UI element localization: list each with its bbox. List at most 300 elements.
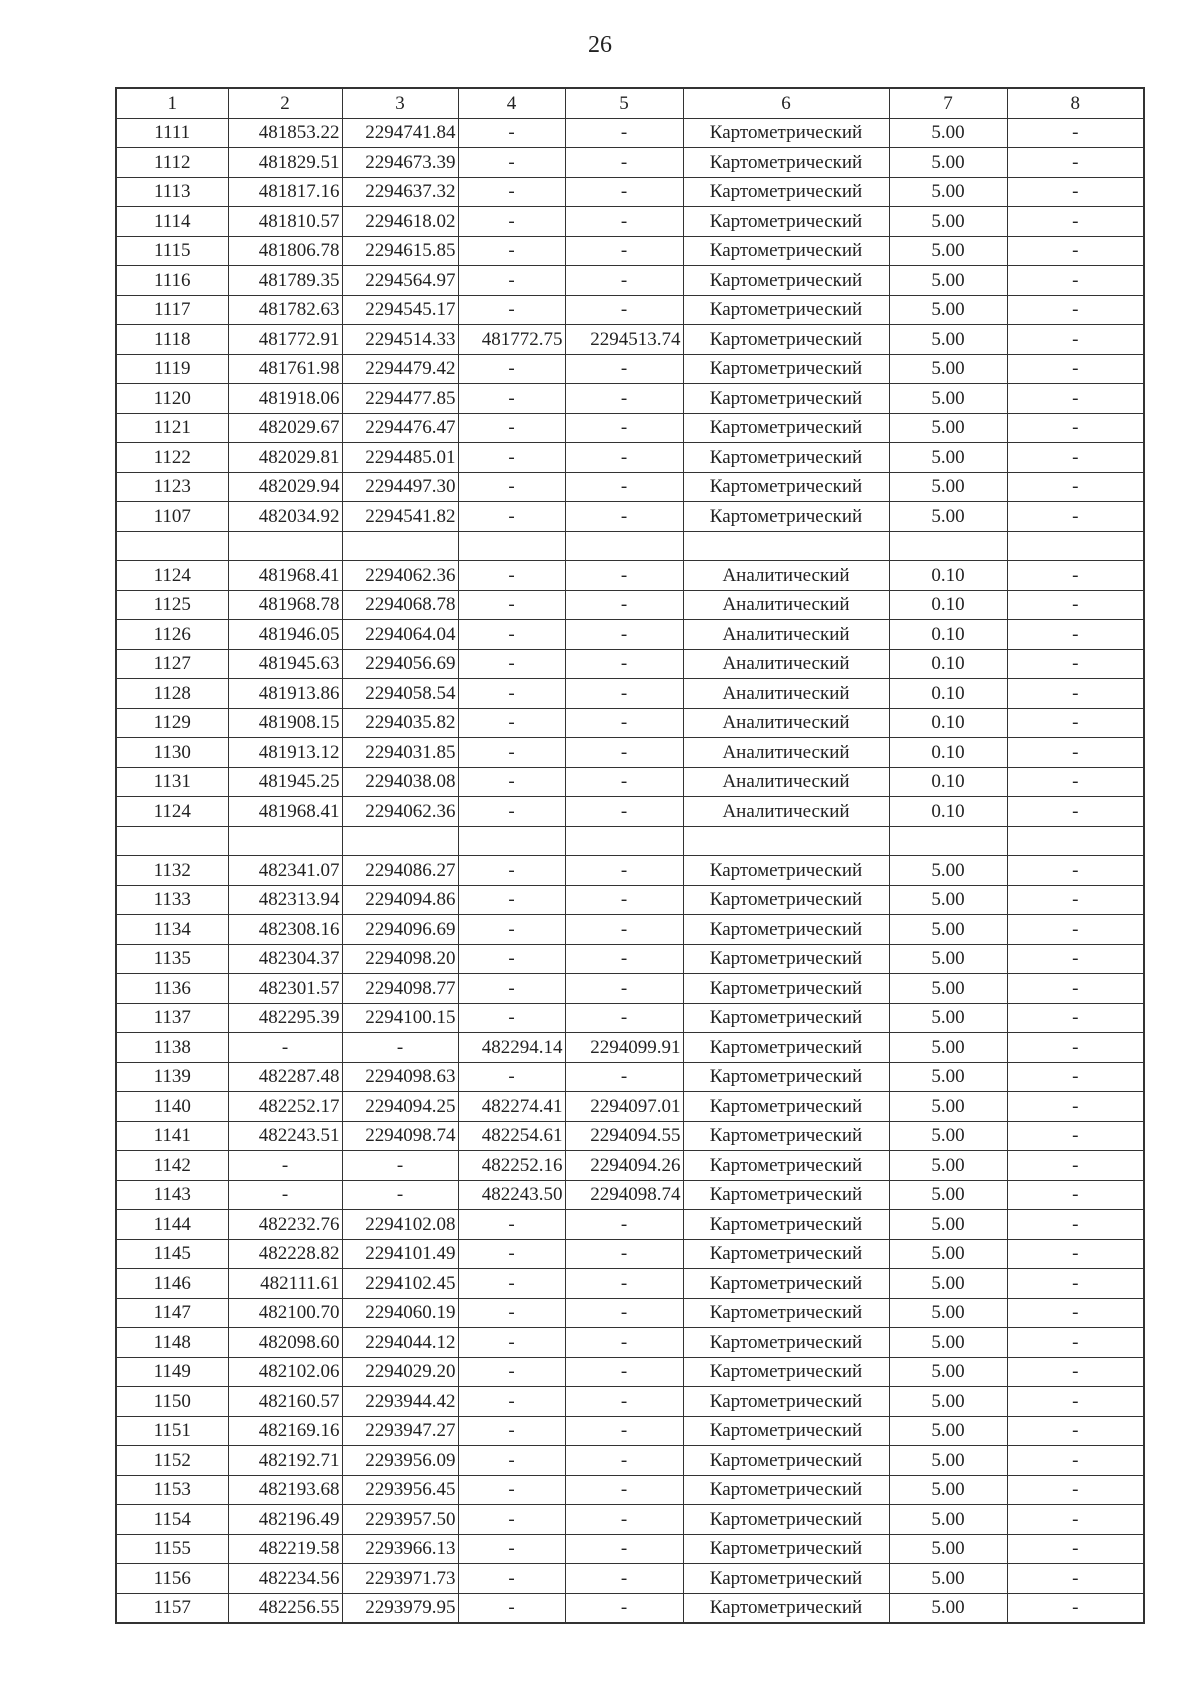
y-coordinate-cell: - bbox=[342, 1151, 458, 1181]
note-cell: - bbox=[1007, 384, 1144, 414]
table-row bbox=[116, 472, 1144, 502]
method-cell: Картометрический bbox=[683, 1033, 889, 1063]
y-coordinate-cell: 2294094.86 bbox=[342, 885, 458, 915]
method-cell: Картометрический bbox=[683, 118, 889, 148]
accuracy-cell: 5.00 bbox=[889, 1180, 1007, 1210]
x-coordinate-cell: 482160.57 bbox=[228, 1387, 342, 1417]
point-number-cell: 1134 bbox=[116, 915, 228, 945]
table-row bbox=[116, 531, 1144, 561]
new-y-coordinate-cell: - bbox=[565, 502, 683, 532]
method-cell: Картометрический bbox=[683, 207, 889, 237]
method-cell: Аналитический bbox=[683, 590, 889, 620]
x-coordinate-cell: 482219.58 bbox=[228, 1534, 342, 1564]
x-coordinate-cell: 482341.07 bbox=[228, 856, 342, 886]
table-body bbox=[116, 118, 1144, 1623]
new-x-coordinate-cell: - bbox=[458, 148, 565, 178]
new-x-coordinate-cell: - bbox=[458, 590, 565, 620]
method-cell: Картометрический bbox=[683, 974, 889, 1004]
new-x-coordinate-cell: - bbox=[458, 738, 565, 768]
x-coordinate-cell: 482234.56 bbox=[228, 1564, 342, 1594]
method-cell: Аналитический bbox=[683, 561, 889, 591]
new-x-coordinate-cell: - bbox=[458, 767, 565, 797]
point-number-cell: 1142 bbox=[116, 1151, 228, 1181]
point-number-cell: 1127 bbox=[116, 649, 228, 679]
new-y-coordinate-cell: - bbox=[565, 1446, 683, 1476]
note-cell: - bbox=[1007, 502, 1144, 532]
method-cell: Картометрический bbox=[683, 1416, 889, 1446]
method-cell: Картометрический bbox=[683, 1328, 889, 1358]
new-x-coordinate-cell: - bbox=[458, 1210, 565, 1240]
new-x-coordinate-cell: - bbox=[458, 1505, 565, 1535]
x-coordinate-cell bbox=[228, 531, 342, 561]
point-number-cell bbox=[116, 531, 228, 561]
y-coordinate-cell: 2294031.85 bbox=[342, 738, 458, 768]
new-y-coordinate-cell: - bbox=[565, 443, 683, 473]
point-number-cell: 1113 bbox=[116, 177, 228, 207]
y-coordinate-cell: 2293957.50 bbox=[342, 1505, 458, 1535]
y-coordinate-cell: 2294096.69 bbox=[342, 915, 458, 945]
y-coordinate-cell: - bbox=[342, 1180, 458, 1210]
accuracy-cell: 0.10 bbox=[889, 649, 1007, 679]
point-number-cell: 1126 bbox=[116, 620, 228, 650]
new-x-coordinate-cell: - bbox=[458, 118, 565, 148]
point-number-cell: 1122 bbox=[116, 443, 228, 473]
new-x-coordinate-cell: - bbox=[458, 1298, 565, 1328]
column-header-6: 6 bbox=[683, 88, 889, 118]
new-x-coordinate-cell: - bbox=[458, 915, 565, 945]
new-x-coordinate-cell: - bbox=[458, 708, 565, 738]
accuracy-cell: 5.00 bbox=[889, 295, 1007, 325]
note-cell: - bbox=[1007, 885, 1144, 915]
method-cell: Картометрический bbox=[683, 384, 889, 414]
x-coordinate-cell: 481945.25 bbox=[228, 767, 342, 797]
point-number-cell: 1144 bbox=[116, 1210, 228, 1240]
new-y-coordinate-cell: - bbox=[565, 1210, 683, 1240]
accuracy-cell: 5.00 bbox=[889, 1092, 1007, 1122]
accuracy-cell: 5.00 bbox=[889, 1062, 1007, 1092]
y-coordinate-cell: 2294094.25 bbox=[342, 1092, 458, 1122]
accuracy-cell: 5.00 bbox=[889, 1357, 1007, 1387]
note-cell: - bbox=[1007, 590, 1144, 620]
accuracy-cell: 5.00 bbox=[889, 354, 1007, 384]
new-x-coordinate-cell: - bbox=[458, 207, 565, 237]
point-number-cell: 1124 bbox=[116, 561, 228, 591]
note-cell: - bbox=[1007, 679, 1144, 709]
table-row bbox=[116, 502, 1144, 532]
point-number-cell: 1150 bbox=[116, 1387, 228, 1417]
accuracy-cell: 5.00 bbox=[889, 1534, 1007, 1564]
accuracy-cell: 5.00 bbox=[889, 1121, 1007, 1151]
new-y-coordinate-cell: - bbox=[565, 944, 683, 974]
column-header-7: 7 bbox=[889, 88, 1007, 118]
method-cell: Картометрический bbox=[683, 502, 889, 532]
accuracy-cell: 0.10 bbox=[889, 590, 1007, 620]
accuracy-cell: 0.10 bbox=[889, 738, 1007, 768]
x-coordinate-cell: 482243.51 bbox=[228, 1121, 342, 1151]
new-y-coordinate-cell: - bbox=[565, 1269, 683, 1299]
point-number-cell: 1151 bbox=[116, 1416, 228, 1446]
y-coordinate-cell: 2293956.45 bbox=[342, 1475, 458, 1505]
table-row bbox=[116, 1505, 1144, 1535]
x-coordinate-cell: 482100.70 bbox=[228, 1298, 342, 1328]
y-coordinate-cell: 2294098.63 bbox=[342, 1062, 458, 1092]
note-cell: - bbox=[1007, 1298, 1144, 1328]
method-cell bbox=[683, 531, 889, 561]
table-row bbox=[116, 1416, 1144, 1446]
method-cell: Картометрический bbox=[683, 1062, 889, 1092]
new-x-coordinate-cell: 482254.61 bbox=[458, 1121, 565, 1151]
method-cell: Картометрический bbox=[683, 148, 889, 178]
point-number-cell: 1129 bbox=[116, 708, 228, 738]
note-cell: - bbox=[1007, 295, 1144, 325]
new-x-coordinate-cell: - bbox=[458, 1269, 565, 1299]
new-x-coordinate-cell: - bbox=[458, 561, 565, 591]
new-x-coordinate-cell: - bbox=[458, 177, 565, 207]
method-cell: Аналитический bbox=[683, 738, 889, 768]
method-cell: Картометрический bbox=[683, 1475, 889, 1505]
column-header-1: 1 bbox=[116, 88, 228, 118]
point-number-cell: 1132 bbox=[116, 856, 228, 886]
point-number-cell: 1148 bbox=[116, 1328, 228, 1358]
table-row bbox=[116, 1180, 1144, 1210]
accuracy-cell bbox=[889, 531, 1007, 561]
y-coordinate-cell: 2294545.17 bbox=[342, 295, 458, 325]
new-y-coordinate-cell: - bbox=[565, 708, 683, 738]
note-cell bbox=[1007, 531, 1144, 561]
table-row bbox=[116, 384, 1144, 414]
accuracy-cell: 5.00 bbox=[889, 915, 1007, 945]
note-cell: - bbox=[1007, 1033, 1144, 1063]
note-cell: - bbox=[1007, 207, 1144, 237]
y-coordinate-cell: 2294564.97 bbox=[342, 266, 458, 296]
point-number-cell: 1136 bbox=[116, 974, 228, 1004]
new-y-coordinate-cell: - bbox=[565, 1003, 683, 1033]
y-coordinate-cell: 2294618.02 bbox=[342, 207, 458, 237]
accuracy-cell: 0.10 bbox=[889, 708, 1007, 738]
new-x-coordinate-cell: - bbox=[458, 1328, 565, 1358]
x-coordinate-cell: 481945.63 bbox=[228, 649, 342, 679]
new-x-coordinate-cell: - bbox=[458, 797, 565, 827]
x-coordinate-cell: 481968.78 bbox=[228, 590, 342, 620]
table-row bbox=[116, 207, 1144, 237]
table-row bbox=[116, 148, 1144, 178]
point-number-cell: 1107 bbox=[116, 502, 228, 532]
x-coordinate-cell: 482111.61 bbox=[228, 1269, 342, 1299]
point-number-cell: 1156 bbox=[116, 1564, 228, 1594]
table-row bbox=[116, 443, 1144, 473]
new-x-coordinate-cell: - bbox=[458, 472, 565, 502]
accuracy-cell: 5.00 bbox=[889, 1239, 1007, 1269]
x-coordinate-cell: 482287.48 bbox=[228, 1062, 342, 1092]
new-x-coordinate-cell: - bbox=[458, 354, 565, 384]
x-coordinate-cell: 482034.92 bbox=[228, 502, 342, 532]
table-row bbox=[116, 1357, 1144, 1387]
new-y-coordinate-cell: 2294513.74 bbox=[565, 325, 683, 355]
point-number-cell: 1153 bbox=[116, 1475, 228, 1505]
table-row bbox=[116, 915, 1144, 945]
point-number-cell: 1140 bbox=[116, 1092, 228, 1122]
x-coordinate-cell: 481946.05 bbox=[228, 620, 342, 650]
new-y-coordinate-cell: - bbox=[565, 974, 683, 1004]
x-coordinate-cell: 481761.98 bbox=[228, 354, 342, 384]
page-number: 26 bbox=[588, 32, 612, 58]
x-coordinate-cell: 482256.55 bbox=[228, 1593, 342, 1623]
method-cell: Картометрический bbox=[683, 354, 889, 384]
table-row bbox=[116, 679, 1144, 709]
accuracy-cell: 5.00 bbox=[889, 236, 1007, 266]
accuracy-cell: 5.00 bbox=[889, 177, 1007, 207]
y-coordinate-cell: 2293944.42 bbox=[342, 1387, 458, 1417]
method-cell: Аналитический bbox=[683, 620, 889, 650]
new-x-coordinate-cell: - bbox=[458, 443, 565, 473]
y-coordinate-cell: 2294615.85 bbox=[342, 236, 458, 266]
y-coordinate-cell: 2294100.15 bbox=[342, 1003, 458, 1033]
note-cell: - bbox=[1007, 649, 1144, 679]
note-cell: - bbox=[1007, 1210, 1144, 1240]
accuracy-cell: 5.00 bbox=[889, 1328, 1007, 1358]
new-x-coordinate-cell: - bbox=[458, 413, 565, 443]
new-x-coordinate-cell: - bbox=[458, 1446, 565, 1476]
x-coordinate-cell: 481853.22 bbox=[228, 118, 342, 148]
x-coordinate-cell: 481908.15 bbox=[228, 708, 342, 738]
note-cell: - bbox=[1007, 1328, 1144, 1358]
note-cell: - bbox=[1007, 472, 1144, 502]
new-x-coordinate-cell: - bbox=[458, 1475, 565, 1505]
new-x-coordinate-cell bbox=[458, 826, 565, 856]
table-row bbox=[116, 974, 1144, 1004]
note-cell: - bbox=[1007, 443, 1144, 473]
new-x-coordinate-cell: 482294.14 bbox=[458, 1033, 565, 1063]
y-coordinate-cell: 2294056.69 bbox=[342, 649, 458, 679]
x-coordinate-cell: 482232.76 bbox=[228, 1210, 342, 1240]
accuracy-cell: 5.00 bbox=[889, 1416, 1007, 1446]
note-cell: - bbox=[1007, 797, 1144, 827]
point-number-cell: 1139 bbox=[116, 1062, 228, 1092]
table-row bbox=[116, 797, 1144, 827]
note-cell: - bbox=[1007, 915, 1144, 945]
note-cell: - bbox=[1007, 1269, 1144, 1299]
new-y-coordinate-cell: - bbox=[565, 1593, 683, 1623]
new-y-coordinate-cell: 2294094.26 bbox=[565, 1151, 683, 1181]
method-cell: Аналитический bbox=[683, 679, 889, 709]
y-coordinate-cell: 2294060.19 bbox=[342, 1298, 458, 1328]
y-coordinate-cell: 2294673.39 bbox=[342, 148, 458, 178]
x-coordinate-cell: 481918.06 bbox=[228, 384, 342, 414]
method-cell: Картометрический bbox=[683, 266, 889, 296]
method-cell: Картометрический bbox=[683, 413, 889, 443]
new-x-coordinate-cell: - bbox=[458, 1239, 565, 1269]
note-cell: - bbox=[1007, 1239, 1144, 1269]
table-row bbox=[116, 561, 1144, 591]
point-number-cell: 1146 bbox=[116, 1269, 228, 1299]
new-x-coordinate-cell: - bbox=[458, 620, 565, 650]
method-cell: Картометрический bbox=[683, 443, 889, 473]
new-y-coordinate-cell: - bbox=[565, 590, 683, 620]
accuracy-cell: 5.00 bbox=[889, 885, 1007, 915]
new-y-coordinate-cell: - bbox=[565, 1239, 683, 1269]
note-cell: - bbox=[1007, 177, 1144, 207]
new-x-coordinate-cell: - bbox=[458, 1062, 565, 1092]
new-y-coordinate-cell: - bbox=[565, 1475, 683, 1505]
table-row bbox=[116, 1593, 1144, 1623]
table-header-row bbox=[116, 88, 1144, 118]
x-coordinate-cell: 482029.94 bbox=[228, 472, 342, 502]
method-cell: Картометрический bbox=[683, 1505, 889, 1535]
accuracy-cell: 5.00 bbox=[889, 472, 1007, 502]
point-number-cell: 1130 bbox=[116, 738, 228, 768]
y-coordinate-cell: 2294741.84 bbox=[342, 118, 458, 148]
table-row bbox=[116, 856, 1144, 886]
new-y-coordinate-cell: - bbox=[565, 177, 683, 207]
note-cell: - bbox=[1007, 1446, 1144, 1476]
point-number-cell: 1128 bbox=[116, 679, 228, 709]
point-number-cell: 1117 bbox=[116, 295, 228, 325]
new-x-coordinate-cell: - bbox=[458, 502, 565, 532]
new-y-coordinate-cell: - bbox=[565, 1505, 683, 1535]
accuracy-cell: 5.00 bbox=[889, 1387, 1007, 1417]
point-number-cell: 1157 bbox=[116, 1593, 228, 1623]
note-cell: - bbox=[1007, 118, 1144, 148]
accuracy-cell: 5.00 bbox=[889, 856, 1007, 886]
method-cell: Картометрический bbox=[683, 1593, 889, 1623]
method-cell: Картометрический bbox=[683, 1298, 889, 1328]
new-y-coordinate-cell: - bbox=[565, 207, 683, 237]
y-coordinate-cell: 2293956.09 bbox=[342, 1446, 458, 1476]
accuracy-cell: 5.00 bbox=[889, 1269, 1007, 1299]
new-x-coordinate-cell: - bbox=[458, 885, 565, 915]
y-coordinate-cell: 2294476.47 bbox=[342, 413, 458, 443]
new-y-coordinate-cell: - bbox=[565, 1416, 683, 1446]
y-coordinate-cell: 2294541.82 bbox=[342, 502, 458, 532]
x-coordinate-cell: 481913.86 bbox=[228, 679, 342, 709]
method-cell: Картометрический bbox=[683, 1210, 889, 1240]
column-header-3: 3 bbox=[342, 88, 458, 118]
accuracy-cell: 5.00 bbox=[889, 974, 1007, 1004]
point-number-cell: 1119 bbox=[116, 354, 228, 384]
new-x-coordinate-cell: - bbox=[458, 1387, 565, 1417]
table-row bbox=[116, 1475, 1144, 1505]
y-coordinate-cell bbox=[342, 826, 458, 856]
x-coordinate-cell: 482301.57 bbox=[228, 974, 342, 1004]
x-coordinate-cell: 482304.37 bbox=[228, 944, 342, 974]
x-coordinate-cell: 482193.68 bbox=[228, 1475, 342, 1505]
x-coordinate-cell: 481968.41 bbox=[228, 797, 342, 827]
note-cell: - bbox=[1007, 1416, 1144, 1446]
new-y-coordinate-cell: - bbox=[565, 1328, 683, 1358]
point-number-cell: 1118 bbox=[116, 325, 228, 355]
table-row bbox=[116, 708, 1144, 738]
table-row bbox=[116, 1210, 1144, 1240]
new-y-coordinate-cell: - bbox=[565, 148, 683, 178]
method-cell: Картометрический bbox=[683, 1180, 889, 1210]
accuracy-cell: 5.00 bbox=[889, 413, 1007, 443]
y-coordinate-cell: 2294102.08 bbox=[342, 1210, 458, 1240]
x-coordinate-cell: - bbox=[228, 1033, 342, 1063]
point-number-cell: 1138 bbox=[116, 1033, 228, 1063]
y-coordinate-cell: 2294062.36 bbox=[342, 561, 458, 591]
accuracy-cell: 5.00 bbox=[889, 1505, 1007, 1535]
accuracy-cell: 5.00 bbox=[889, 443, 1007, 473]
new-y-coordinate-cell: - bbox=[565, 384, 683, 414]
note-cell: - bbox=[1007, 1092, 1144, 1122]
column-header-8: 8 bbox=[1007, 88, 1144, 118]
accuracy-cell: 5.00 bbox=[889, 502, 1007, 532]
new-y-coordinate-cell: 2294097.01 bbox=[565, 1092, 683, 1122]
table-row bbox=[116, 325, 1144, 355]
table-row bbox=[116, 1033, 1144, 1063]
x-coordinate-cell: 482169.16 bbox=[228, 1416, 342, 1446]
x-coordinate-cell: - bbox=[228, 1151, 342, 1181]
table-row bbox=[116, 177, 1144, 207]
new-x-coordinate-cell: - bbox=[458, 679, 565, 709]
note-cell: - bbox=[1007, 1180, 1144, 1210]
table-row bbox=[116, 1446, 1144, 1476]
accuracy-cell: 5.00 bbox=[889, 944, 1007, 974]
new-y-coordinate-cell: - bbox=[565, 413, 683, 443]
x-coordinate-cell: - bbox=[228, 1180, 342, 1210]
point-number-cell: 1125 bbox=[116, 590, 228, 620]
note-cell: - bbox=[1007, 944, 1144, 974]
method-cell: Картометрический bbox=[683, 1092, 889, 1122]
coordinates-table bbox=[115, 87, 1145, 1624]
accuracy-cell: 5.00 bbox=[889, 1564, 1007, 1594]
accuracy-cell: 5.00 bbox=[889, 1003, 1007, 1033]
note-cell bbox=[1007, 826, 1144, 856]
point-number-cell: 1152 bbox=[116, 1446, 228, 1476]
new-y-coordinate-cell bbox=[565, 826, 683, 856]
method-cell: Картометрический bbox=[683, 472, 889, 502]
y-coordinate-cell: 2294098.20 bbox=[342, 944, 458, 974]
note-cell: - bbox=[1007, 708, 1144, 738]
new-y-coordinate-cell: - bbox=[565, 118, 683, 148]
note-cell: - bbox=[1007, 1121, 1144, 1151]
point-number-cell: 1112 bbox=[116, 148, 228, 178]
method-cell: Картометрический bbox=[683, 856, 889, 886]
new-x-coordinate-cell: - bbox=[458, 236, 565, 266]
method-cell: Картометрический bbox=[683, 177, 889, 207]
accuracy-cell: 5.00 bbox=[889, 1033, 1007, 1063]
table-row bbox=[116, 413, 1144, 443]
new-x-coordinate-cell: 482243.50 bbox=[458, 1180, 565, 1210]
y-coordinate-cell: 2294086.27 bbox=[342, 856, 458, 886]
new-y-coordinate-cell: - bbox=[565, 295, 683, 325]
accuracy-cell: 5.00 bbox=[889, 1210, 1007, 1240]
x-coordinate-cell: 482192.71 bbox=[228, 1446, 342, 1476]
point-number-cell: 1154 bbox=[116, 1505, 228, 1535]
accuracy-cell: 5.00 bbox=[889, 1446, 1007, 1476]
table-row bbox=[116, 767, 1144, 797]
note-cell: - bbox=[1007, 413, 1144, 443]
note-cell: - bbox=[1007, 354, 1144, 384]
new-y-coordinate-cell: - bbox=[565, 561, 683, 591]
y-coordinate-cell: 2294064.04 bbox=[342, 620, 458, 650]
table-row bbox=[116, 295, 1144, 325]
y-coordinate-cell: 2294479.42 bbox=[342, 354, 458, 384]
point-number-cell: 1145 bbox=[116, 1239, 228, 1269]
point-number-cell: 1133 bbox=[116, 885, 228, 915]
method-cell: Картометрический bbox=[683, 1239, 889, 1269]
new-y-coordinate-cell: - bbox=[565, 1564, 683, 1594]
new-y-coordinate-cell: - bbox=[565, 620, 683, 650]
accuracy-cell: 0.10 bbox=[889, 561, 1007, 591]
table-row bbox=[116, 1328, 1144, 1358]
x-coordinate-cell: 481810.57 bbox=[228, 207, 342, 237]
new-y-coordinate-cell: - bbox=[565, 1534, 683, 1564]
x-coordinate-cell: 482102.06 bbox=[228, 1357, 342, 1387]
new-y-coordinate-cell: - bbox=[565, 1357, 683, 1387]
new-y-coordinate-cell: - bbox=[565, 472, 683, 502]
table-row bbox=[116, 590, 1144, 620]
